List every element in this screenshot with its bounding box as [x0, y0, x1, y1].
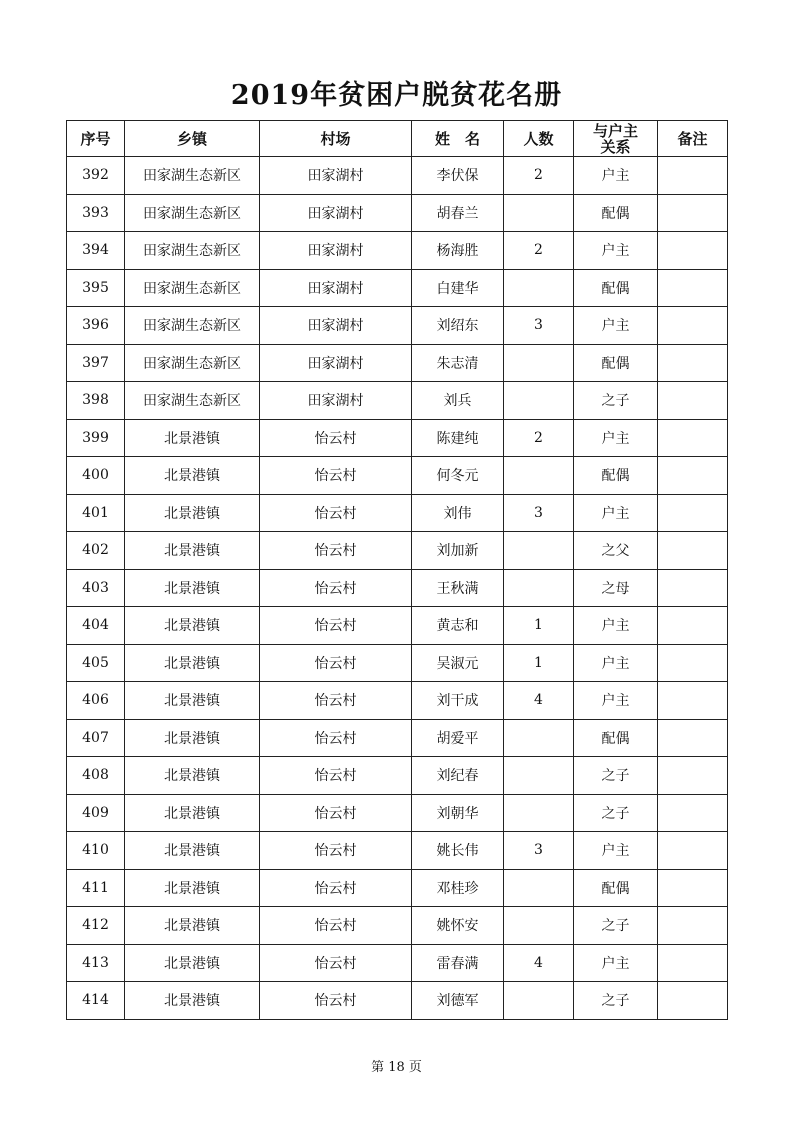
cell-relation: 户主: [574, 307, 658, 345]
cell-count: 2: [504, 232, 574, 270]
cell-town: 田家湖生态新区: [125, 307, 260, 345]
cell-count: [504, 457, 574, 495]
cell-town: 田家湖生态新区: [125, 232, 260, 270]
table-row: [67, 757, 728, 795]
page-footer: 第 18 页: [371, 1060, 422, 1075]
cell-name: 白建华: [412, 269, 504, 307]
cell-relation: 之父: [574, 532, 658, 570]
cell-relation: 户主: [574, 682, 658, 720]
cell-seq: 402: [67, 532, 125, 570]
cell-seq: 397: [67, 344, 125, 382]
cell-remark: [658, 382, 728, 420]
cell-seq: 400: [67, 457, 125, 495]
cell-seq: 394: [67, 232, 125, 270]
column-header-count: 人数: [504, 121, 574, 157]
cell-seq: 410: [67, 832, 125, 870]
cell-village: 田家湖村: [260, 269, 412, 307]
cell-village: 田家湖村: [260, 157, 412, 195]
cell-seq: 395: [67, 269, 125, 307]
page-title: 2019年贫困户脱贫花名册: [230, 80, 563, 111]
cell-town: 北景港镇: [125, 532, 260, 570]
cell-count: [504, 532, 574, 570]
table-row: [67, 157, 728, 195]
cell-count: 4: [504, 682, 574, 720]
cell-village: 田家湖村: [260, 194, 412, 232]
cell-seq: 404: [67, 607, 125, 645]
cell-name: 胡春兰: [412, 194, 504, 232]
cell-count: [504, 794, 574, 832]
cell-town: 北景港镇: [125, 719, 260, 757]
cell-town: 北景港镇: [125, 869, 260, 907]
cell-seq: 403: [67, 569, 125, 607]
cell-village: 怡云村: [260, 457, 412, 495]
cell-count: [504, 569, 574, 607]
column-header-remark: 备注: [658, 121, 728, 157]
cell-name: 刘德军: [412, 982, 504, 1020]
cell-remark: [658, 869, 728, 907]
cell-village: 怡云村: [260, 532, 412, 570]
cell-town: 田家湖生态新区: [125, 194, 260, 232]
cell-village: 怡云村: [260, 419, 412, 457]
cell-relation: 之母: [574, 569, 658, 607]
cell-count: [504, 269, 574, 307]
cell-village: 田家湖村: [260, 382, 412, 420]
cell-seq: 401: [67, 494, 125, 532]
cell-town: 北景港镇: [125, 944, 260, 982]
cell-seq: 398: [67, 382, 125, 420]
cell-remark: [658, 607, 728, 645]
cell-count: 3: [504, 494, 574, 532]
cell-relation: 户主: [574, 832, 658, 870]
cell-village: 怡云村: [260, 982, 412, 1020]
cell-relation: 户主: [574, 157, 658, 195]
cell-remark: [658, 269, 728, 307]
cell-name: 刘纪春: [412, 757, 504, 795]
cell-town: 北景港镇: [125, 907, 260, 945]
table-body: [67, 157, 728, 1020]
cell-seq: 414: [67, 982, 125, 1020]
table-row: [67, 307, 728, 345]
cell-town: 田家湖生态新区: [125, 157, 260, 195]
table-row: [67, 907, 728, 945]
cell-seq: 411: [67, 869, 125, 907]
cell-seq: 393: [67, 194, 125, 232]
cell-relation: 配偶: [574, 269, 658, 307]
column-header-relation-line1: 与户主: [592, 121, 638, 140]
cell-village: 怡云村: [260, 494, 412, 532]
cell-relation: 户主: [574, 232, 658, 270]
cell-name: 李伏保: [412, 157, 504, 195]
cell-name: 刘兵: [412, 382, 504, 420]
roster-table: [66, 120, 728, 1020]
cell-remark: [658, 494, 728, 532]
cell-name: 姚怀安: [412, 907, 504, 945]
cell-remark: [658, 569, 728, 607]
cell-seq: 409: [67, 794, 125, 832]
cell-remark: [658, 532, 728, 570]
column-header-relation-line2: 关系: [600, 137, 631, 156]
cell-town: 北景港镇: [125, 794, 260, 832]
cell-relation: 之子: [574, 794, 658, 832]
cell-name: 刘干成: [412, 682, 504, 720]
cell-relation: 配偶: [574, 344, 658, 382]
cell-relation: 配偶: [574, 194, 658, 232]
cell-seq: 392: [67, 157, 125, 195]
table-row: [67, 232, 728, 270]
cell-count: 3: [504, 307, 574, 345]
cell-remark: [658, 682, 728, 720]
cell-count: [504, 907, 574, 945]
column-header-town: 乡镇: [125, 121, 260, 157]
cell-relation: 配偶: [574, 457, 658, 495]
cell-village: 怡云村: [260, 832, 412, 870]
cell-town: 北景港镇: [125, 419, 260, 457]
cell-village: 怡云村: [260, 944, 412, 982]
table-row: [67, 194, 728, 232]
column-header-seq: 序号: [67, 121, 125, 157]
cell-seq: 399: [67, 419, 125, 457]
cell-name: 刘伟: [412, 494, 504, 532]
cell-village: 田家湖村: [260, 232, 412, 270]
cell-relation: 之子: [574, 382, 658, 420]
table-row: [67, 457, 728, 495]
cell-name: 胡爱平: [412, 719, 504, 757]
cell-village: 田家湖村: [260, 307, 412, 345]
cell-village: 怡云村: [260, 757, 412, 795]
cell-remark: [658, 457, 728, 495]
cell-town: 北景港镇: [125, 569, 260, 607]
cell-count: 3: [504, 832, 574, 870]
cell-seq: 412: [67, 907, 125, 945]
cell-relation: 户主: [574, 607, 658, 645]
column-header-village: 村场: [260, 121, 412, 157]
cell-seq: 406: [67, 682, 125, 720]
cell-village: 怡云村: [260, 644, 412, 682]
column-header-relation: [574, 121, 658, 157]
cell-name: 王秋满: [412, 569, 504, 607]
cell-seq: 396: [67, 307, 125, 345]
cell-relation: 户主: [574, 494, 658, 532]
cell-seq: 413: [67, 944, 125, 982]
cell-relation: 之子: [574, 982, 658, 1020]
table-row: [67, 682, 728, 720]
cell-relation: 户主: [574, 644, 658, 682]
column-header-name: 姓 名: [412, 121, 504, 157]
cell-count: 2: [504, 419, 574, 457]
table-row: [67, 644, 728, 682]
cell-town: 北景港镇: [125, 682, 260, 720]
cell-count: 2: [504, 157, 574, 195]
cell-village: 怡云村: [260, 907, 412, 945]
cell-village: 怡云村: [260, 682, 412, 720]
table-row: [67, 344, 728, 382]
table-row: [67, 494, 728, 532]
cell-name: 姚长伟: [412, 832, 504, 870]
table-row: [67, 607, 728, 645]
cell-remark: [658, 644, 728, 682]
cell-village: 怡云村: [260, 719, 412, 757]
cell-name: 邓桂珍: [412, 869, 504, 907]
table-header-row: [67, 121, 728, 157]
table-row: [67, 982, 728, 1020]
cell-relation: 之子: [574, 757, 658, 795]
cell-town: 北景港镇: [125, 607, 260, 645]
cell-relation: 之子: [574, 907, 658, 945]
cell-relation: 户主: [574, 419, 658, 457]
table-row: [67, 419, 728, 457]
cell-seq: 405: [67, 644, 125, 682]
cell-name: 雷春满: [412, 944, 504, 982]
cell-remark: [658, 832, 728, 870]
cell-name: 吴淑元: [412, 644, 504, 682]
cell-name: 刘加新: [412, 532, 504, 570]
cell-count: 1: [504, 607, 574, 645]
cell-count: [504, 194, 574, 232]
cell-town: 田家湖生态新区: [125, 269, 260, 307]
table-row: [67, 269, 728, 307]
cell-town: 田家湖生态新区: [125, 344, 260, 382]
cell-village: 怡云村: [260, 794, 412, 832]
cell-count: [504, 344, 574, 382]
cell-remark: [658, 982, 728, 1020]
cell-seq: 407: [67, 719, 125, 757]
table-row: [67, 532, 728, 570]
cell-remark: [658, 907, 728, 945]
cell-count: [504, 382, 574, 420]
cell-town: 北景港镇: [125, 832, 260, 870]
cell-town: 北景港镇: [125, 644, 260, 682]
table-row: [67, 569, 728, 607]
cell-remark: [658, 344, 728, 382]
table-row: [67, 944, 728, 982]
cell-remark: [658, 719, 728, 757]
table-row: [67, 869, 728, 907]
cell-remark: [658, 232, 728, 270]
cell-count: [504, 982, 574, 1020]
cell-count: [504, 719, 574, 757]
cell-relation: 配偶: [574, 719, 658, 757]
cell-town: 北景港镇: [125, 457, 260, 495]
cell-relation: 户主: [574, 944, 658, 982]
cell-relation: 配偶: [574, 869, 658, 907]
cell-count: [504, 757, 574, 795]
cell-count: 1: [504, 644, 574, 682]
cell-name: 陈建纯: [412, 419, 504, 457]
cell-name: 杨海胜: [412, 232, 504, 270]
cell-name: 何冬元: [412, 457, 504, 495]
cell-remark: [658, 794, 728, 832]
cell-count: 4: [504, 944, 574, 982]
cell-remark: [658, 757, 728, 795]
cell-town: 田家湖生态新区: [125, 382, 260, 420]
cell-town: 北景港镇: [125, 494, 260, 532]
cell-village: 怡云村: [260, 869, 412, 907]
cell-town: 北景港镇: [125, 757, 260, 795]
cell-remark: [658, 419, 728, 457]
cell-name: 黄志和: [412, 607, 504, 645]
cell-seq: 408: [67, 757, 125, 795]
cell-name: 朱志清: [412, 344, 504, 382]
cell-count: [504, 869, 574, 907]
table-row: [67, 382, 728, 420]
cell-village: 怡云村: [260, 569, 412, 607]
cell-village: 田家湖村: [260, 344, 412, 382]
table-row: [67, 832, 728, 870]
cell-village: 怡云村: [260, 607, 412, 645]
cell-remark: [658, 157, 728, 195]
cell-remark: [658, 307, 728, 345]
cell-remark: [658, 944, 728, 982]
cell-name: 刘绍东: [412, 307, 504, 345]
cell-remark: [658, 194, 728, 232]
table-row: [67, 794, 728, 832]
cell-name: 刘朝华: [412, 794, 504, 832]
cell-town: 北景港镇: [125, 982, 260, 1020]
table-row: [67, 719, 728, 757]
